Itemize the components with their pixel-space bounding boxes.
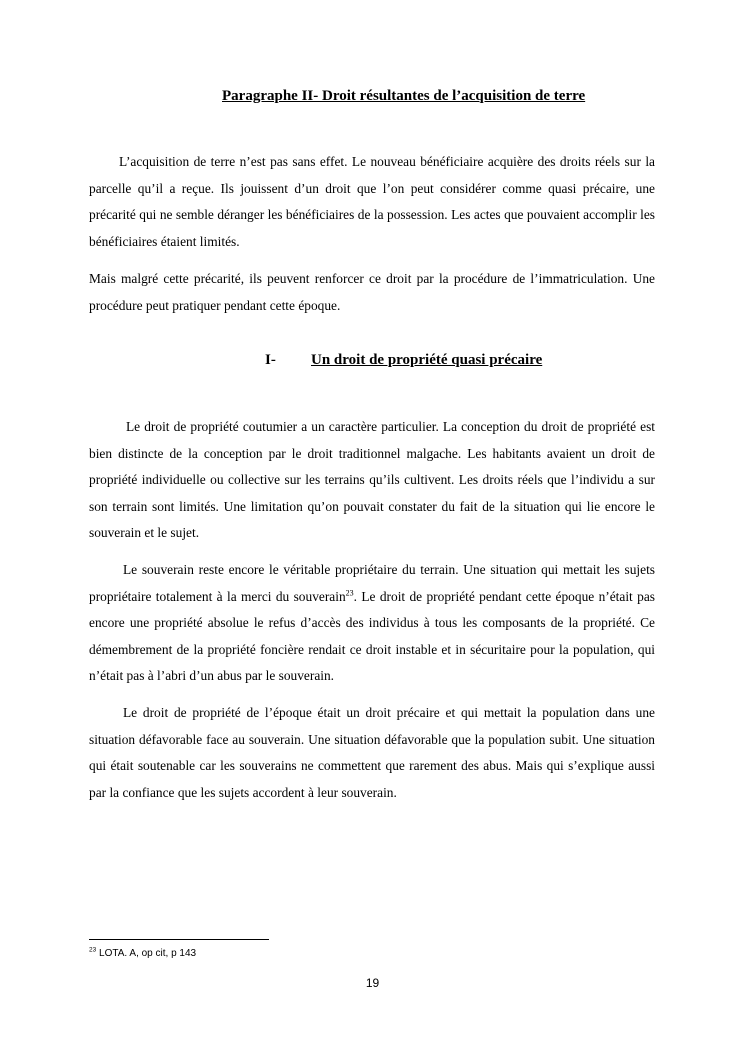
footnote-separator — [89, 939, 269, 940]
footnote-text: LOTA. A, op cit, p 143 — [96, 948, 197, 959]
section-paragraph-1: Le droit de propriété coutumier a un caractère particulier. La conception du droit de propriété est bien distincte de la conception par le droit traditionnel malgache. Les habitants avaient un droit de propriété individuelle ou collective sur les terrains qu’ils cultivent. Les droits réels que l’individu a sur son terrain sont limités. Une limitation qu’on pouvait constater du fait de la situation qui lie encore le souverain et le sujet. — [89, 419, 655, 541]
section-paragraph-2 — [89, 557, 655, 690]
section-title: Un droit de propriété quasi précaire — [311, 352, 543, 368]
intro-paragraph-1: L’acquisition de terre n’est pas sans effet. Le nouveau bénéficiaire acquière des droits réels sur la parcelle qu’il a reçue. Ils jouissent d’un droit que l’on peut considérer comme quasi précaire, une précarité qui ne semble déranger les bénéficiaires de la possession. Les actes que pouvaient accomplir les bénéficiaires étaient limités. — [89, 154, 655, 249]
section-paragraph-3: Le droit de propriété de l’époque était un droit précaire et qui mettait la population dans une situation défavorable face au souverain. Une situation défavorable que la population subit. Une situation qui était soutenable car les souverains ne commettent que rarement des abus. Mais qui s’explique aussi par la confiance que les sujets accordent à leur souverain. — [89, 705, 655, 800]
intro-paragraph-2: Mais malgré cette précarité, ils peuvent renforcer ce droit par la procédure de l’immatriculation. Une procédure peut pratiquer pendant cette époque. — [89, 271, 655, 313]
section-number: I- — [265, 352, 276, 368]
page-number: 19 — [365, 976, 380, 990]
section-paragraph-2-text-a: Le souverain reste encore le véritable propriétaire du terrain. Une situation qui mettait les sujets propriétaire totalement à la merci du souverain — [89, 562, 655, 604]
section-paragraph-2-text-b: . Le droit de propriété pendant cette époque n’était pas encore une propriété absolue le refus d’accès des individus à tous les composants de la propriété. Ce démembrement de la propriété foncière rendait ce droit instable et in sécuritaire pour la population, qui n’était pas à l’abri d’un abus par le souverain. — [89, 588, 655, 684]
footnote-number: 23 — [89, 946, 97, 954]
footnote-reference: 23 — [345, 588, 354, 598]
footnote — [89, 948, 196, 959]
paragraph-title: Paragraphe II- Droit résultantes de l’acquisition de terre — [222, 88, 586, 104]
